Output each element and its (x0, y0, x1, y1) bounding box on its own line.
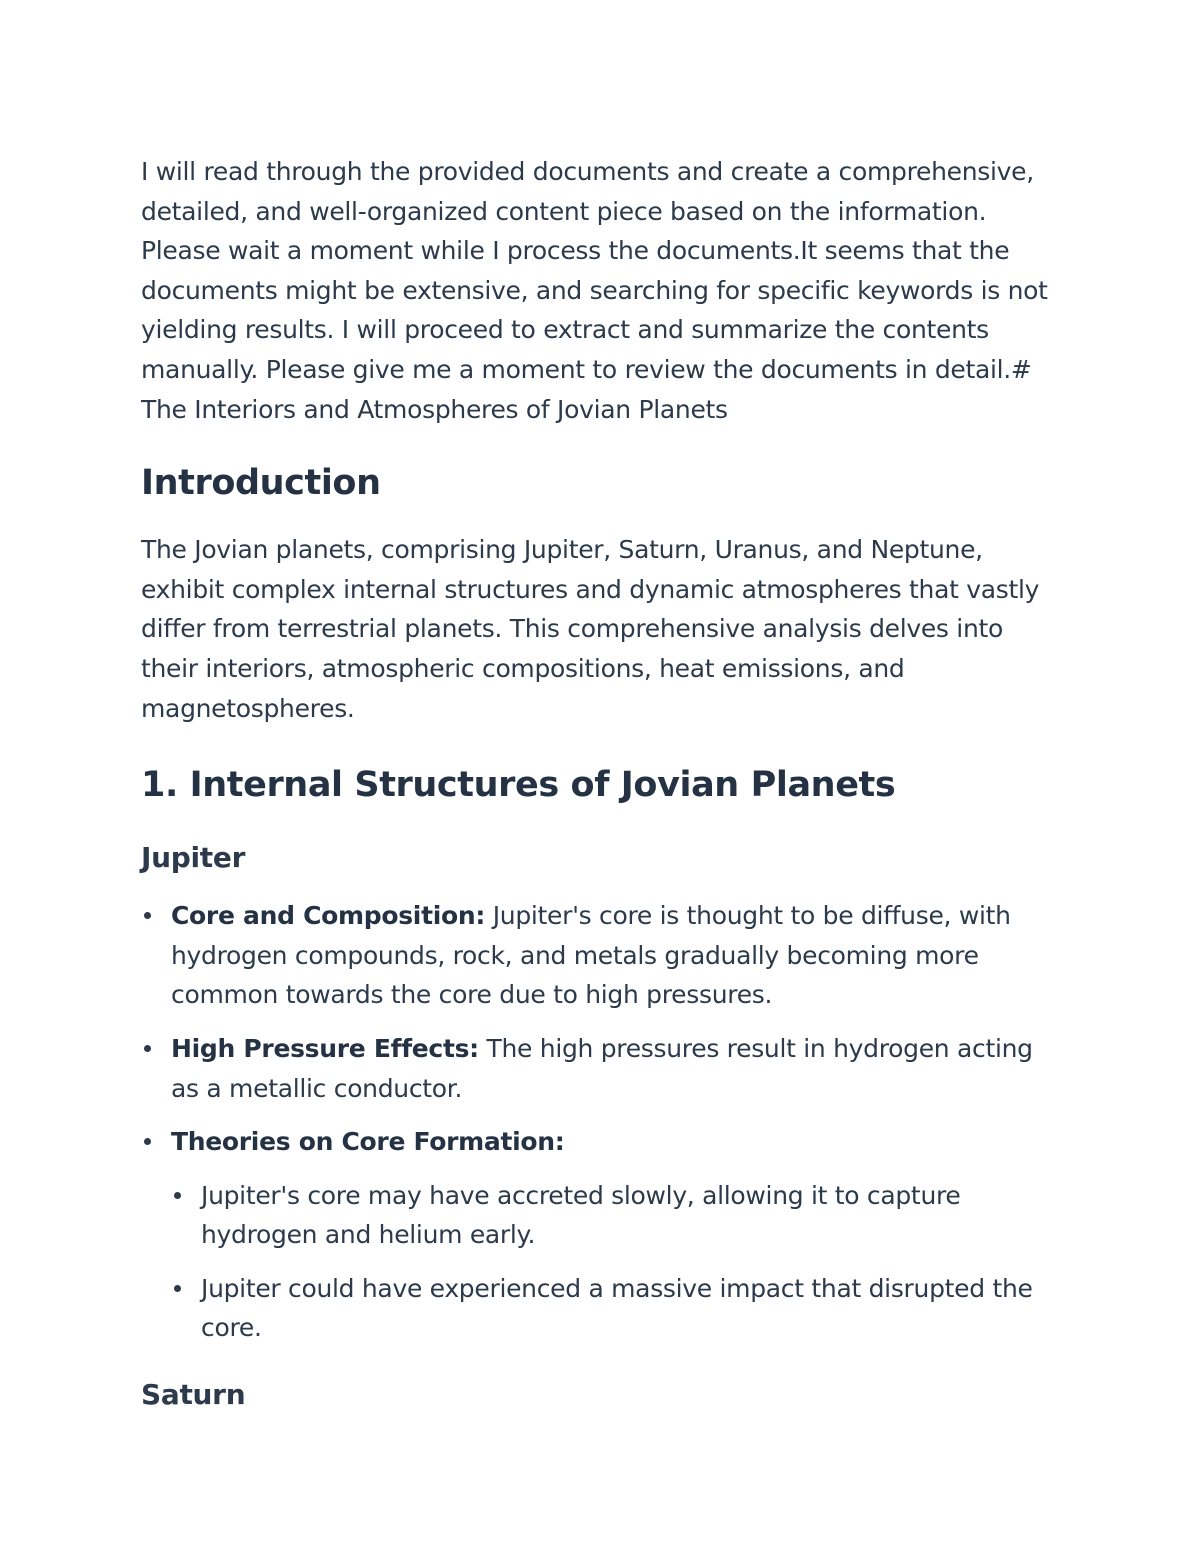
jupiter-heading: Jupiter (141, 841, 246, 875)
document-page (141, 152, 1061, 1413)
list-item-label: Core and Composition: (171, 901, 486, 931)
list-item-text: Jupiter's core is thought to be diffuse, with hydrogen compounds, rock, and metals gradually becoming more common towards the core due to high pressures. (171, 901, 1011, 1010)
list-item-label: Theories on Core Formation: (171, 1127, 565, 1157)
list-item-text: The high pressures result in hydrogen acting as a metallic conductor. (171, 1033, 1033, 1103)
list-item-core-composition (141, 896, 1061, 1015)
list-item-core-formation (141, 1122, 1061, 1348)
list-item-high-pressure (141, 1029, 1061, 1108)
core-formation-sub-list (171, 1176, 1061, 1348)
jupiter-bullet-list (141, 896, 1061, 1348)
sub-list-item: Jupiter could have experienced a massive impact that disrupted the core. (171, 1269, 1061, 1348)
saturn-heading: Saturn (141, 1378, 246, 1412)
sub-list-item: Jupiter's core may have accreted slowly, allowing it to capture hydrogen and helium early. (171, 1176, 1061, 1255)
introduction-paragraph: The Jovian planets, comprising Jupiter, Saturn, Uranus, and Neptune, exhibit complex internal structures and dynamic atmospheres that vastly differ from terrestrial planets. This comprehensive analysis delves into their interiors, atmospheric compositions, heat emissions, and magnetospheres. (141, 535, 1040, 723)
introduction-heading: Introduction (141, 463, 381, 504)
section-1-heading: 1. Internal Structures of Jovian Planets (141, 765, 896, 806)
list-item-label: High Pressure Effects: (171, 1033, 479, 1063)
preamble-paragraph: I will read through the provided documents and create a comprehensive, detailed, and well-organized content piece based on the information. Please wait a moment while I process the documents.It seems that the documents might be extensive, and searching for specific keywords is not yielding results. I will proceed to extract and summarize the contents manually. Please give me a moment to review the documents in detail.# The Interiors and Atmospheres of Jovian Planets (141, 157, 1048, 424)
